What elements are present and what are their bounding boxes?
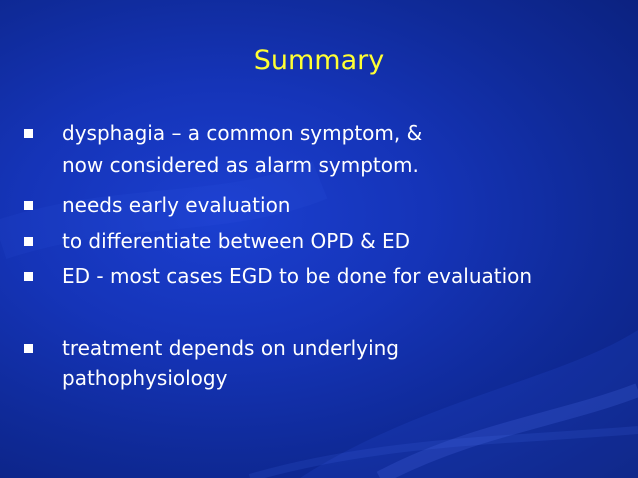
square-bullet-icon xyxy=(24,201,33,210)
bullet-text xyxy=(62,335,622,391)
bullet-line: pathophysiology xyxy=(62,366,228,390)
bullet-line: to differentiate between OPD & ED xyxy=(62,229,411,253)
slide-title: Summary xyxy=(253,45,385,76)
square-bullet-icon xyxy=(24,237,33,246)
bullet-text xyxy=(62,192,622,218)
bullet-line: now considered as alarm symptom. xyxy=(62,153,419,177)
square-bullet-icon xyxy=(24,344,33,353)
square-bullet-icon xyxy=(24,129,33,138)
bullet-text xyxy=(62,120,622,178)
bullet-line: ED - most cases EGD to be done for evaluation xyxy=(62,264,533,288)
bullet-text xyxy=(62,228,622,254)
bullet-line: needs early evaluation xyxy=(62,193,291,217)
bullet-line: treatment depends on underlying xyxy=(62,336,400,360)
bullet-text xyxy=(62,263,622,289)
square-bullet-icon xyxy=(24,272,33,281)
bullet-line: dysphagia – a common symptom, & xyxy=(62,121,423,145)
